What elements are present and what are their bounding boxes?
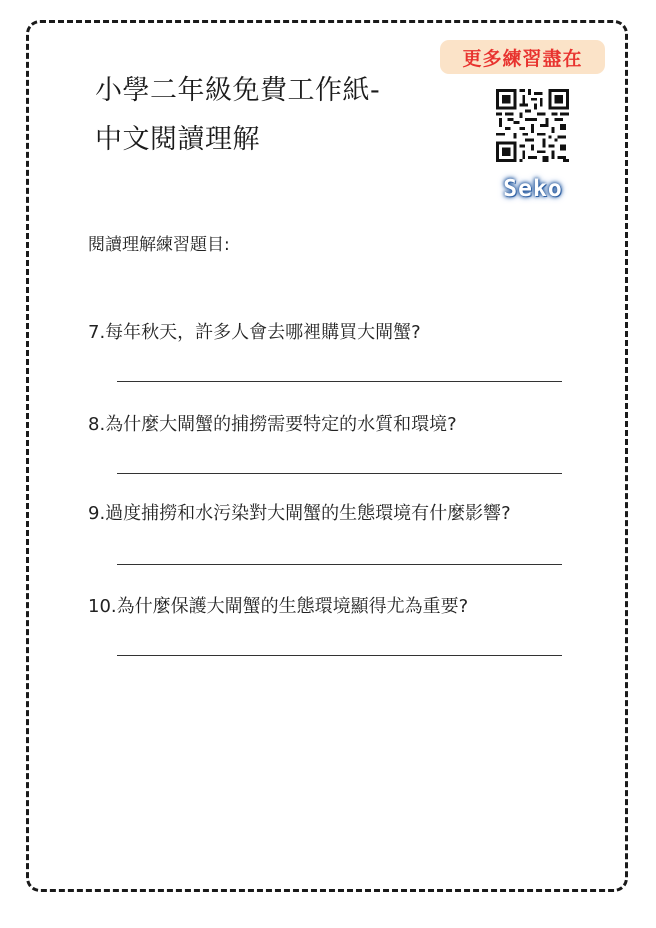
brand-logo-text: Seko [503, 176, 563, 202]
answer-line-10[interactable] [117, 655, 562, 656]
answer-line-9[interactable] [117, 564, 562, 565]
page-title-line-2: 中文閱讀理解 [95, 124, 260, 155]
promo-badge[interactable] [440, 40, 605, 74]
page-title-line-1: 小學二年級免費工作紙- [95, 75, 381, 106]
answer-line-7[interactable] [117, 381, 562, 382]
qr-code-icon[interactable] [496, 89, 569, 162]
answer-line-8[interactable] [117, 473, 562, 474]
brand-logo [491, 174, 575, 204]
section-heading: 閱讀理解練習題目: [88, 235, 230, 255]
question-8: 8.為什麼大閘蟹的捕撈需要特定的水質和環境? [88, 414, 457, 435]
question-7: 7.每年秋天，許多人會去哪裡購買大閘蟹? [88, 322, 421, 343]
promo-badge-label: 更多練習盡在 [462, 47, 583, 70]
question-9: 9.過度捕撈和水污染對大閘蟹的生態環境有什麼影響? [88, 503, 511, 524]
question-10: 10.為什麼保護大閘蟹的生態環境顯得尤為重要? [88, 596, 469, 617]
